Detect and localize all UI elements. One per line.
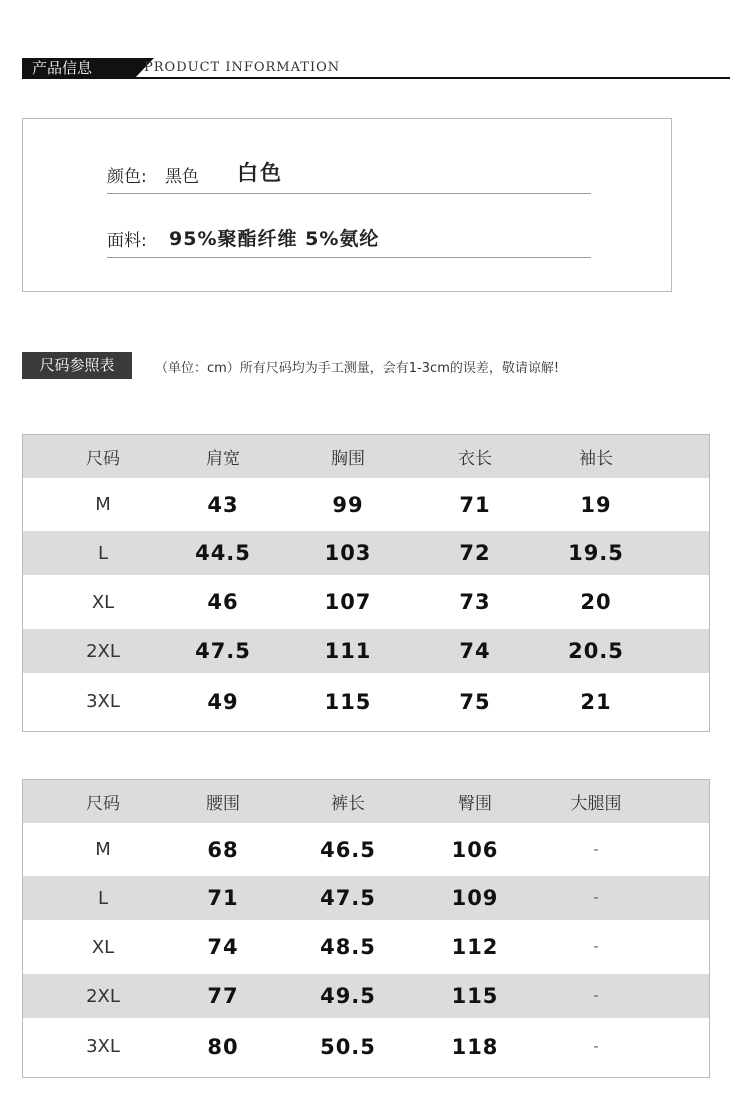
value-cell: 71 [207,886,239,910]
header-cell: 胸围 [331,449,365,469]
fabric-row [107,223,591,258]
value-cell: 46 [207,590,239,614]
header-cell: 尺码 [86,449,120,469]
product-info-english: PRODUCT INFORMATION [144,60,341,75]
table-row [23,531,709,575]
value-cell: 48.5 [320,935,376,959]
header-cell: 袖长 [579,449,613,469]
top-size-table [22,434,710,732]
table-row [23,1018,709,1075]
product-info-box [22,118,672,292]
value-cell: 19.5 [568,541,624,565]
table-row [23,974,709,1018]
value-cell: 77 [207,984,239,1008]
value-cell: 109 [451,886,499,910]
size-cell: L [97,887,109,909]
value-cell: 20 [580,590,612,614]
value-cell: 99 [332,492,364,517]
size-cell: 2XL [86,640,120,662]
value-cell: 47.5 [195,639,251,663]
value-cell: 47.5 [320,886,376,910]
value-cell: 111 [324,639,372,663]
fabric-label: 面料: [107,231,147,251]
value-cell: 74 [459,639,491,663]
value-cell: 72 [459,541,491,565]
value-cell: 19 [580,492,612,517]
value-cell: - [593,988,599,1004]
value-cell: 115 [451,984,499,1008]
value-cell: 106 [451,837,499,862]
color-row [107,159,591,194]
header-cell: 衣长 [458,449,492,469]
value-cell: 103 [324,541,372,565]
size-cell: 3XL [86,1036,120,1057]
size-cell: 2XL [86,985,120,1007]
value-cell: 115 [324,689,372,714]
table-row [23,575,709,629]
value-cell: - [593,890,599,906]
size-cell: XL [91,591,115,613]
fabric-value: 95%聚酯纤维 5%氨纶 [169,228,380,250]
size-cell: M [95,839,111,860]
header-cell: 裤长 [331,794,365,814]
bottom-size-table [22,779,710,1078]
size-cell: L [97,542,109,564]
table-header-row [23,780,709,823]
value-cell: 20.5 [568,639,624,663]
header-cell: 尺码 [86,794,120,814]
color-white: 白色 [237,161,283,185]
value-cell: 49 [207,689,239,714]
product-info-header [22,58,730,80]
value-cell: - [593,939,599,955]
color-label: 颜色: [107,167,147,187]
value-cell: 43 [207,492,239,517]
value-cell: - [593,1038,599,1055]
value-cell: 50.5 [320,1034,376,1059]
table-header-row [23,435,709,478]
table-row [23,823,709,876]
size-chart-tag: 尺码参照表 [22,352,132,379]
size-cell: 3XL [86,691,120,712]
value-cell: 73 [459,590,491,614]
size-cell: M [95,494,111,515]
header-cell: 大腿围 [570,794,622,814]
value-cell: 74 [207,935,239,959]
value-cell: 44.5 [195,541,251,565]
table-row [23,629,709,673]
size-chart-note: （单位：cm）所有尺码均为手工测量，会有1-3cm的误差，敬请谅解! [155,361,560,376]
value-cell: 21 [580,689,612,714]
product-info-tag: 产品信息 [22,58,134,79]
value-cell: 112 [451,935,499,959]
value-cell: 107 [324,590,372,614]
header-divider [22,77,730,79]
value-cell: 68 [207,837,239,862]
header-cell: 腰围 [206,794,240,814]
header-cell: 肩宽 [206,449,240,469]
table-row [23,673,709,730]
table-row [23,920,709,974]
size-cell: XL [91,936,115,958]
header-cell: 臀围 [458,794,492,814]
value-cell: - [593,841,599,858]
color-black: 黑色 [165,167,199,187]
table-row [23,876,709,920]
value-cell: 80 [207,1034,239,1059]
table-row [23,478,709,531]
value-cell: 71 [459,492,491,517]
value-cell: 75 [459,689,491,714]
value-cell: 49.5 [320,984,376,1008]
value-cell: 46.5 [320,837,376,862]
value-cell: 118 [451,1034,499,1059]
